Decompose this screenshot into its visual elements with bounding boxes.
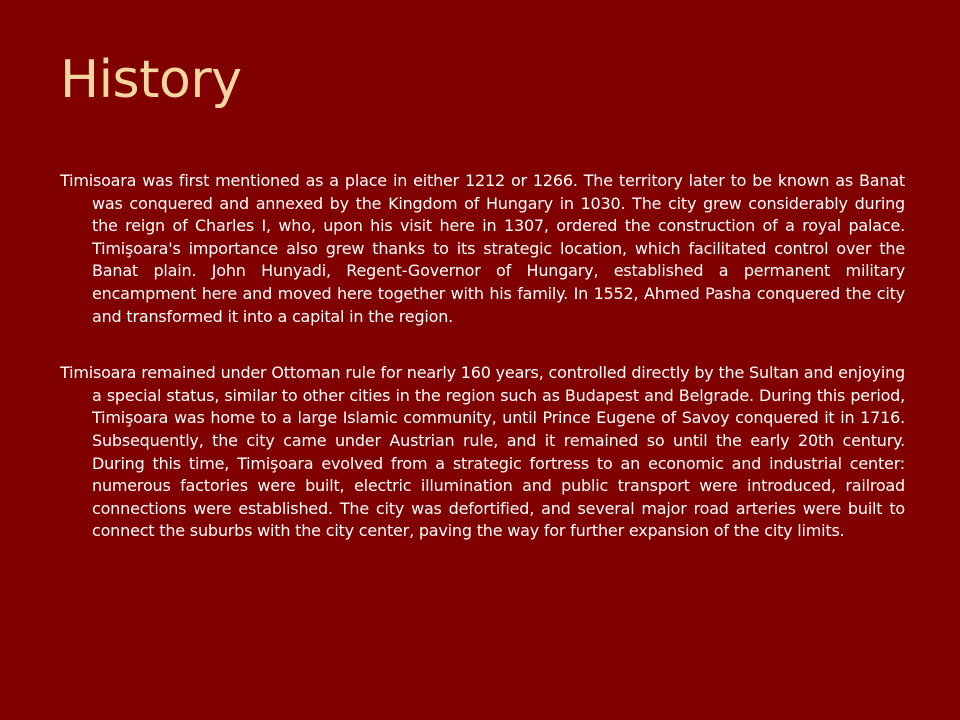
history-paragraph-2: Timisoara remained under Ottoman rule for nearly 160 years, controlled directly by the Sultan and enjoying a special status, similar to other cities in the region such as Budapest and Belgrade. During this period, Timişoara was home to a large Islamic community, until Prince Eugene of Savoy conquered it in 1716. Subsequently, the city came under Austrian rule, and it remained so until the early 20th century. During this time, Timişoara evolved from a strategic fortress to an economic and industrial center: numerous factories were built, electric illumination and public transport were introduced, railroad connections were established. The city was defortified, and several major road arteries were built to connect the suburbs with the city center, paving the way for further expansion of the city limits. <box>60 363 905 541</box>
slide-title: History <box>60 50 242 110</box>
history-paragraph-1: Timisoara was first mentioned as a place in either 1212 or 1266. The territory later to be known as Banat was conquered and annexed by the Kingdom of Hungary in 1030. The city grew considerably during the reign of Charles I, who, upon his visit here in 1307, ordered the construction of a royal palace. Timişoara's importance also grew thanks to its strategic location, which facilitated control over the Banat plain. John Hunyadi, Regent-Governor of Hungary, established a permanent military encampment here and moved here together with his family. In 1552, Ahmed Pasha conquered the city and transformed it into a capital in the region. <box>60 171 905 326</box>
slide-body <box>60 170 905 577</box>
